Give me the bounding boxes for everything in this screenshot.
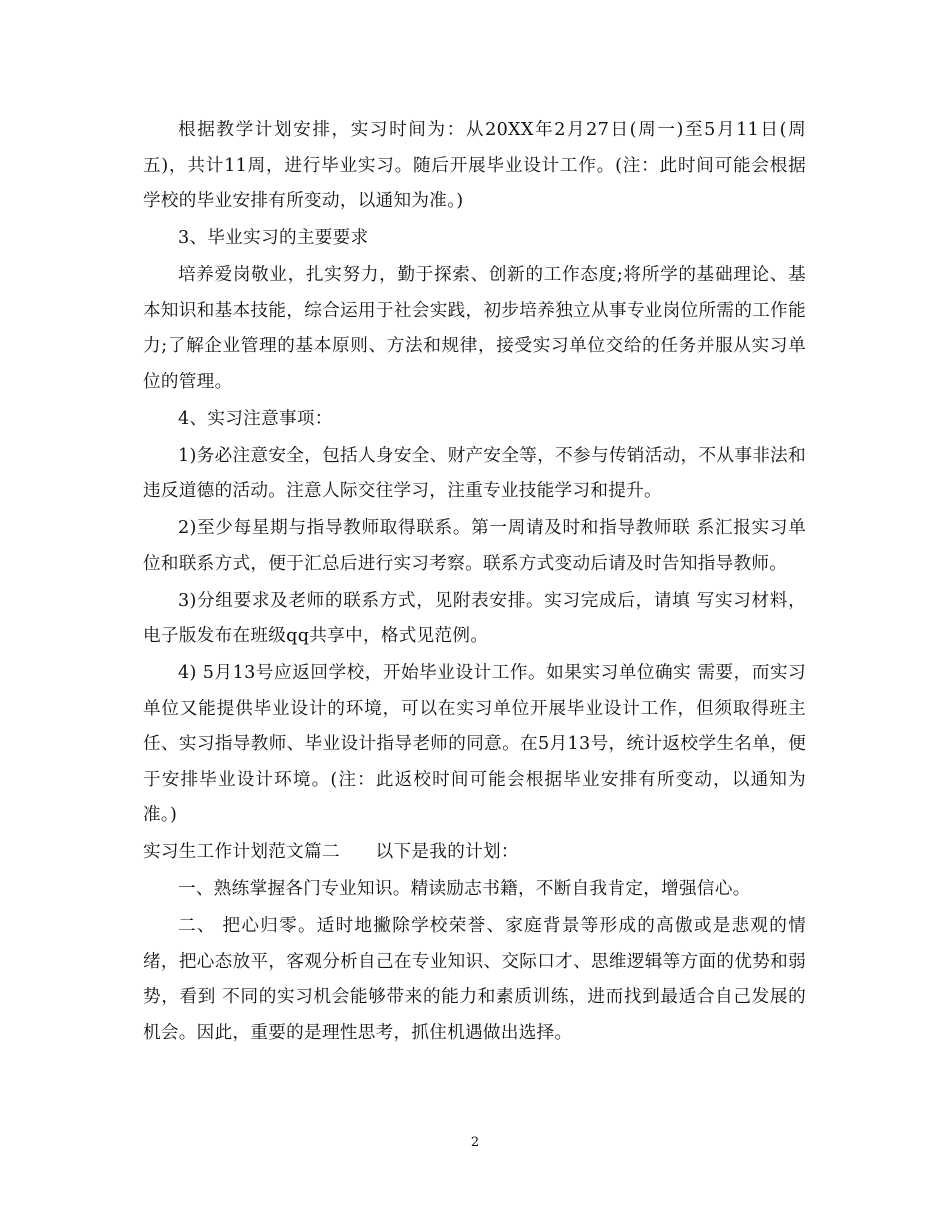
paragraph-precaution-4: 4) 5月13号应返回学校，开始毕业设计工作。如果实习单位确实 需要，而实习单位又能提供毕业设计的环境，可以在实习单位开展毕业设计工作，但须取得班主任、实习指导教师、毕业设计指导老师的同意。在5月13号，统计返校学生名单，便于安排毕业设计环境。(注：此返校时间可能会根据毕业安排有所变动，以通知为准。) xyxy=(143,663,806,825)
paragraph-requirements: 培养爱岗敬业，扎实努力，勤于探索、创新的工作态度;将所学的基础理论、基本知识和基本技能，综合运用于社会实践，初步培养独立从事专业岗位所需的工作能力;了解企业管理的基本原则、方法和规律，接受实习单位交给的任务并服从实习单位的管理。 xyxy=(143,265,806,392)
heading-main-requirements: 3、毕业实习的主要要求 xyxy=(178,228,369,248)
document-body xyxy=(143,113,806,1053)
paragraph-precaution-1: 1)务必注意安全，包括人身安全、财产安全等，不参与传销活动，不从事非法和违反道德的活动。注意人际交往学习，注重专业技能学习和提升。 xyxy=(143,445,806,501)
paragraph-plan-item-2: 二、 把心归零。适时地撇除学校荣誉、家庭背景等形成的高傲或是悲观的情绪，把心态放平，客观分析自己在专业知识、交际口才、思维逻辑等方面的优势和弱势，看到 不同的实习机会能够带来的能力和素质训练，进而找到最适合自己发展的机会。因此，重要的是理性思考，抓住机遇做出选择。 xyxy=(143,916,806,1043)
paragraph-internship-schedule: 根据教学计划安排，实习时间为：从20XX年2月27日(周一)至5月11日(周五)，共计11周，进行毕业实习。随后开展毕业设计工作。(注：此时间可能会根据学校的毕业安排有所变动，以通知为准。) xyxy=(143,120,806,211)
heading-precautions: 4、实习注意事项： xyxy=(178,408,333,429)
section-title-plan-two: 实习生工作计划范文篇二 以下是我的计划： xyxy=(143,842,519,862)
paragraph-precaution-3: 3)分组要求及老师的联系方式，见附表安排。实习完成后，请填 写实习材料，电子版发布在班级qq共享中，格式见范例。 xyxy=(143,590,806,646)
paragraph-precaution-2: 2)至少每星期与指导教师取得联系。第一周请及时和指导教师联 系汇报实习单位和联系方式，便于汇总后进行实习考察。联系方式变动后请及时告知指导教师。 xyxy=(143,518,806,574)
page-number: 2 xyxy=(470,1135,480,1150)
paragraph-plan-item-1: 一、熟练掌握各门专业知识。精读励志书籍，不断自我肯定，增强信心。 xyxy=(178,879,751,899)
